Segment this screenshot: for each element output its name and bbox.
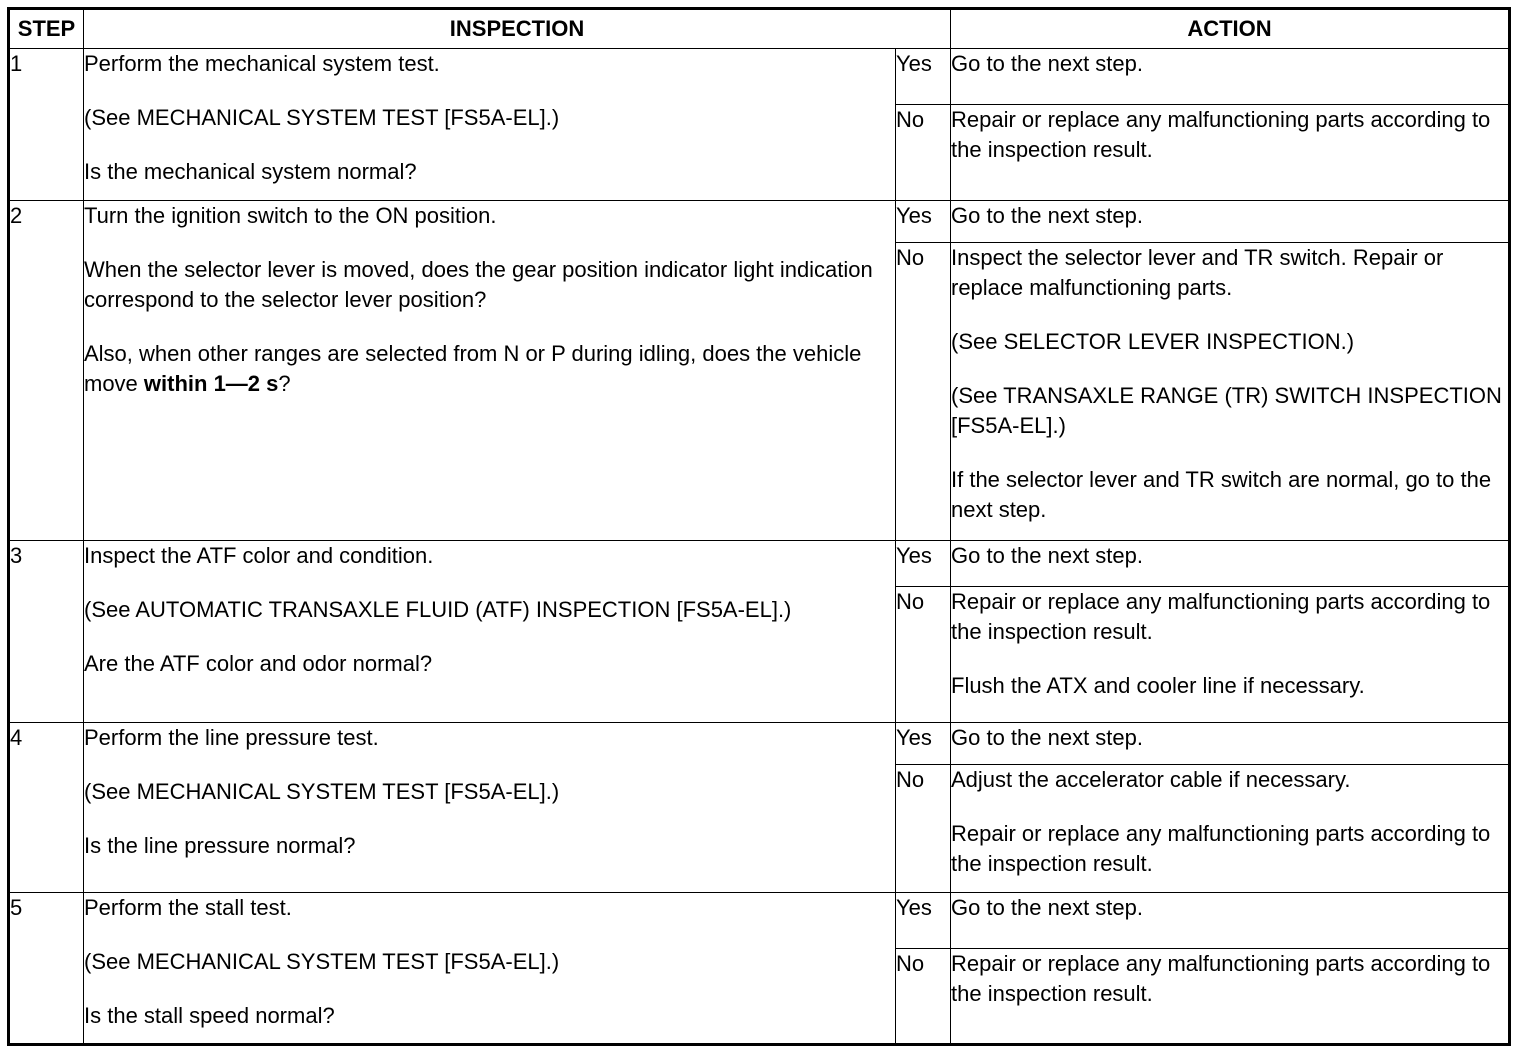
action-text: Repair or replace any malfunctioning parts according to the inspection result. (951, 821, 1491, 876)
step-5-inspection (84, 893, 896, 1045)
action-text: Inspect the selector lever and TR switch. Repair or replace malfunctioning parts. (951, 245, 1444, 300)
header-inspection: INSPECTION (84, 9, 951, 49)
step-5-yes-row (9, 893, 1510, 949)
yes-action (951, 723, 1510, 765)
yes-action (951, 201, 1510, 243)
no-label: No (896, 765, 951, 893)
no-action (951, 949, 1510, 1045)
inspection-question: Are the ATF color and odor normal? (84, 651, 433, 676)
no-label: No (896, 243, 951, 541)
inspection-question-suffix: ? (278, 371, 291, 396)
inspection-reference: (See MECHANICAL SYSTEM TEST [FS5A-EL].) (84, 105, 560, 130)
action-text: Repair or replace any malfunctioning parts according to the inspection result. (951, 107, 1491, 162)
action-text: Repair or replace any malfunctioning parts according to the inspection result. (951, 589, 1491, 644)
no-label: No (896, 949, 951, 1045)
no-label: No (896, 105, 951, 201)
inspection-text: When the selector lever is moved, does the gear position indicator light indication correspond to the selector lever position? (84, 257, 873, 312)
step-3-yes-row (9, 541, 1510, 587)
step-number: 1 (9, 49, 84, 201)
inspection-question-prefix: Also, when other ranges are selected from N or P during idling, does the vehicle move (84, 341, 862, 396)
step-number: 5 (9, 893, 84, 1045)
inspection-time-limit: within 1—2 s (143, 371, 279, 396)
action-reference: (See TRANSAXLE RANGE (TR) SWITCH INSPECTION [FS5A-EL].) (951, 383, 1502, 438)
step-3-inspection (84, 541, 896, 723)
inspection-text: Perform the line pressure test. (84, 725, 379, 750)
no-action (951, 243, 1510, 541)
header-action: ACTION (951, 9, 1510, 49)
yes-action (951, 49, 1510, 105)
inspection-question: Is the stall speed normal? (84, 1003, 335, 1028)
yes-label: Yes (896, 201, 951, 243)
action-reference: (See SELECTOR LEVER INSPECTION.) (951, 329, 1355, 354)
yes-action (951, 541, 1510, 587)
no-action (951, 587, 1510, 723)
yes-label: Yes (896, 49, 951, 105)
inspection-question: Is the line pressure normal? (84, 833, 356, 858)
table-header-row (9, 9, 1510, 49)
inspection-text: Perform the mechanical system test. (84, 51, 440, 76)
step-2-inspection (84, 201, 896, 541)
step-4-yes-row (9, 723, 1510, 765)
step-number: 3 (9, 541, 84, 723)
inspection-text: Inspect the ATF color and condition. (84, 543, 434, 568)
yes-label: Yes (896, 723, 951, 765)
inspection-text: Perform the stall test. (84, 895, 292, 920)
action-text: Repair or replace any malfunctioning parts according to the inspection result. (951, 951, 1491, 1006)
action-text: Go to the next step. (951, 51, 1144, 76)
action-text: Flush the ATX and cooler line if necessary. (951, 673, 1365, 698)
inspection-reference: (See AUTOMATIC TRANSAXLE FLUID (ATF) INSPECTION [FS5A-EL].) (84, 597, 792, 622)
action-text: Go to the next step. (951, 895, 1144, 920)
action-text: Go to the next step. (951, 725, 1144, 750)
inspection-reference: (See MECHANICAL SYSTEM TEST [FS5A-EL].) (84, 949, 560, 974)
yes-action (951, 893, 1510, 949)
step-1-yes-row (9, 49, 1510, 105)
step-4-inspection (84, 723, 896, 893)
action-text: Go to the next step. (951, 543, 1144, 568)
inspection-text: Turn the ignition switch to the ON position. (84, 203, 497, 228)
action-text: If the selector lever and TR switch are normal, go to the next step. (951, 467, 1492, 522)
step-number: 4 (9, 723, 84, 893)
inspection-reference: (See MECHANICAL SYSTEM TEST [FS5A-EL].) (84, 779, 560, 804)
action-text: Adjust the accelerator cable if necessary. (951, 767, 1351, 792)
no-action (951, 105, 1510, 201)
step-number: 2 (9, 201, 84, 541)
yes-label: Yes (896, 893, 951, 949)
inspection-question (84, 339, 895, 399)
step-1-inspection (84, 49, 896, 201)
inspection-question: Is the mechanical system normal? (84, 159, 417, 184)
no-action (951, 765, 1510, 893)
yes-label: Yes (896, 541, 951, 587)
header-step: STEP (9, 9, 84, 49)
no-label: No (896, 587, 951, 723)
diagnostic-table (7, 7, 1511, 1046)
step-2-yes-row (9, 201, 1510, 243)
action-text: Go to the next step. (951, 203, 1144, 228)
